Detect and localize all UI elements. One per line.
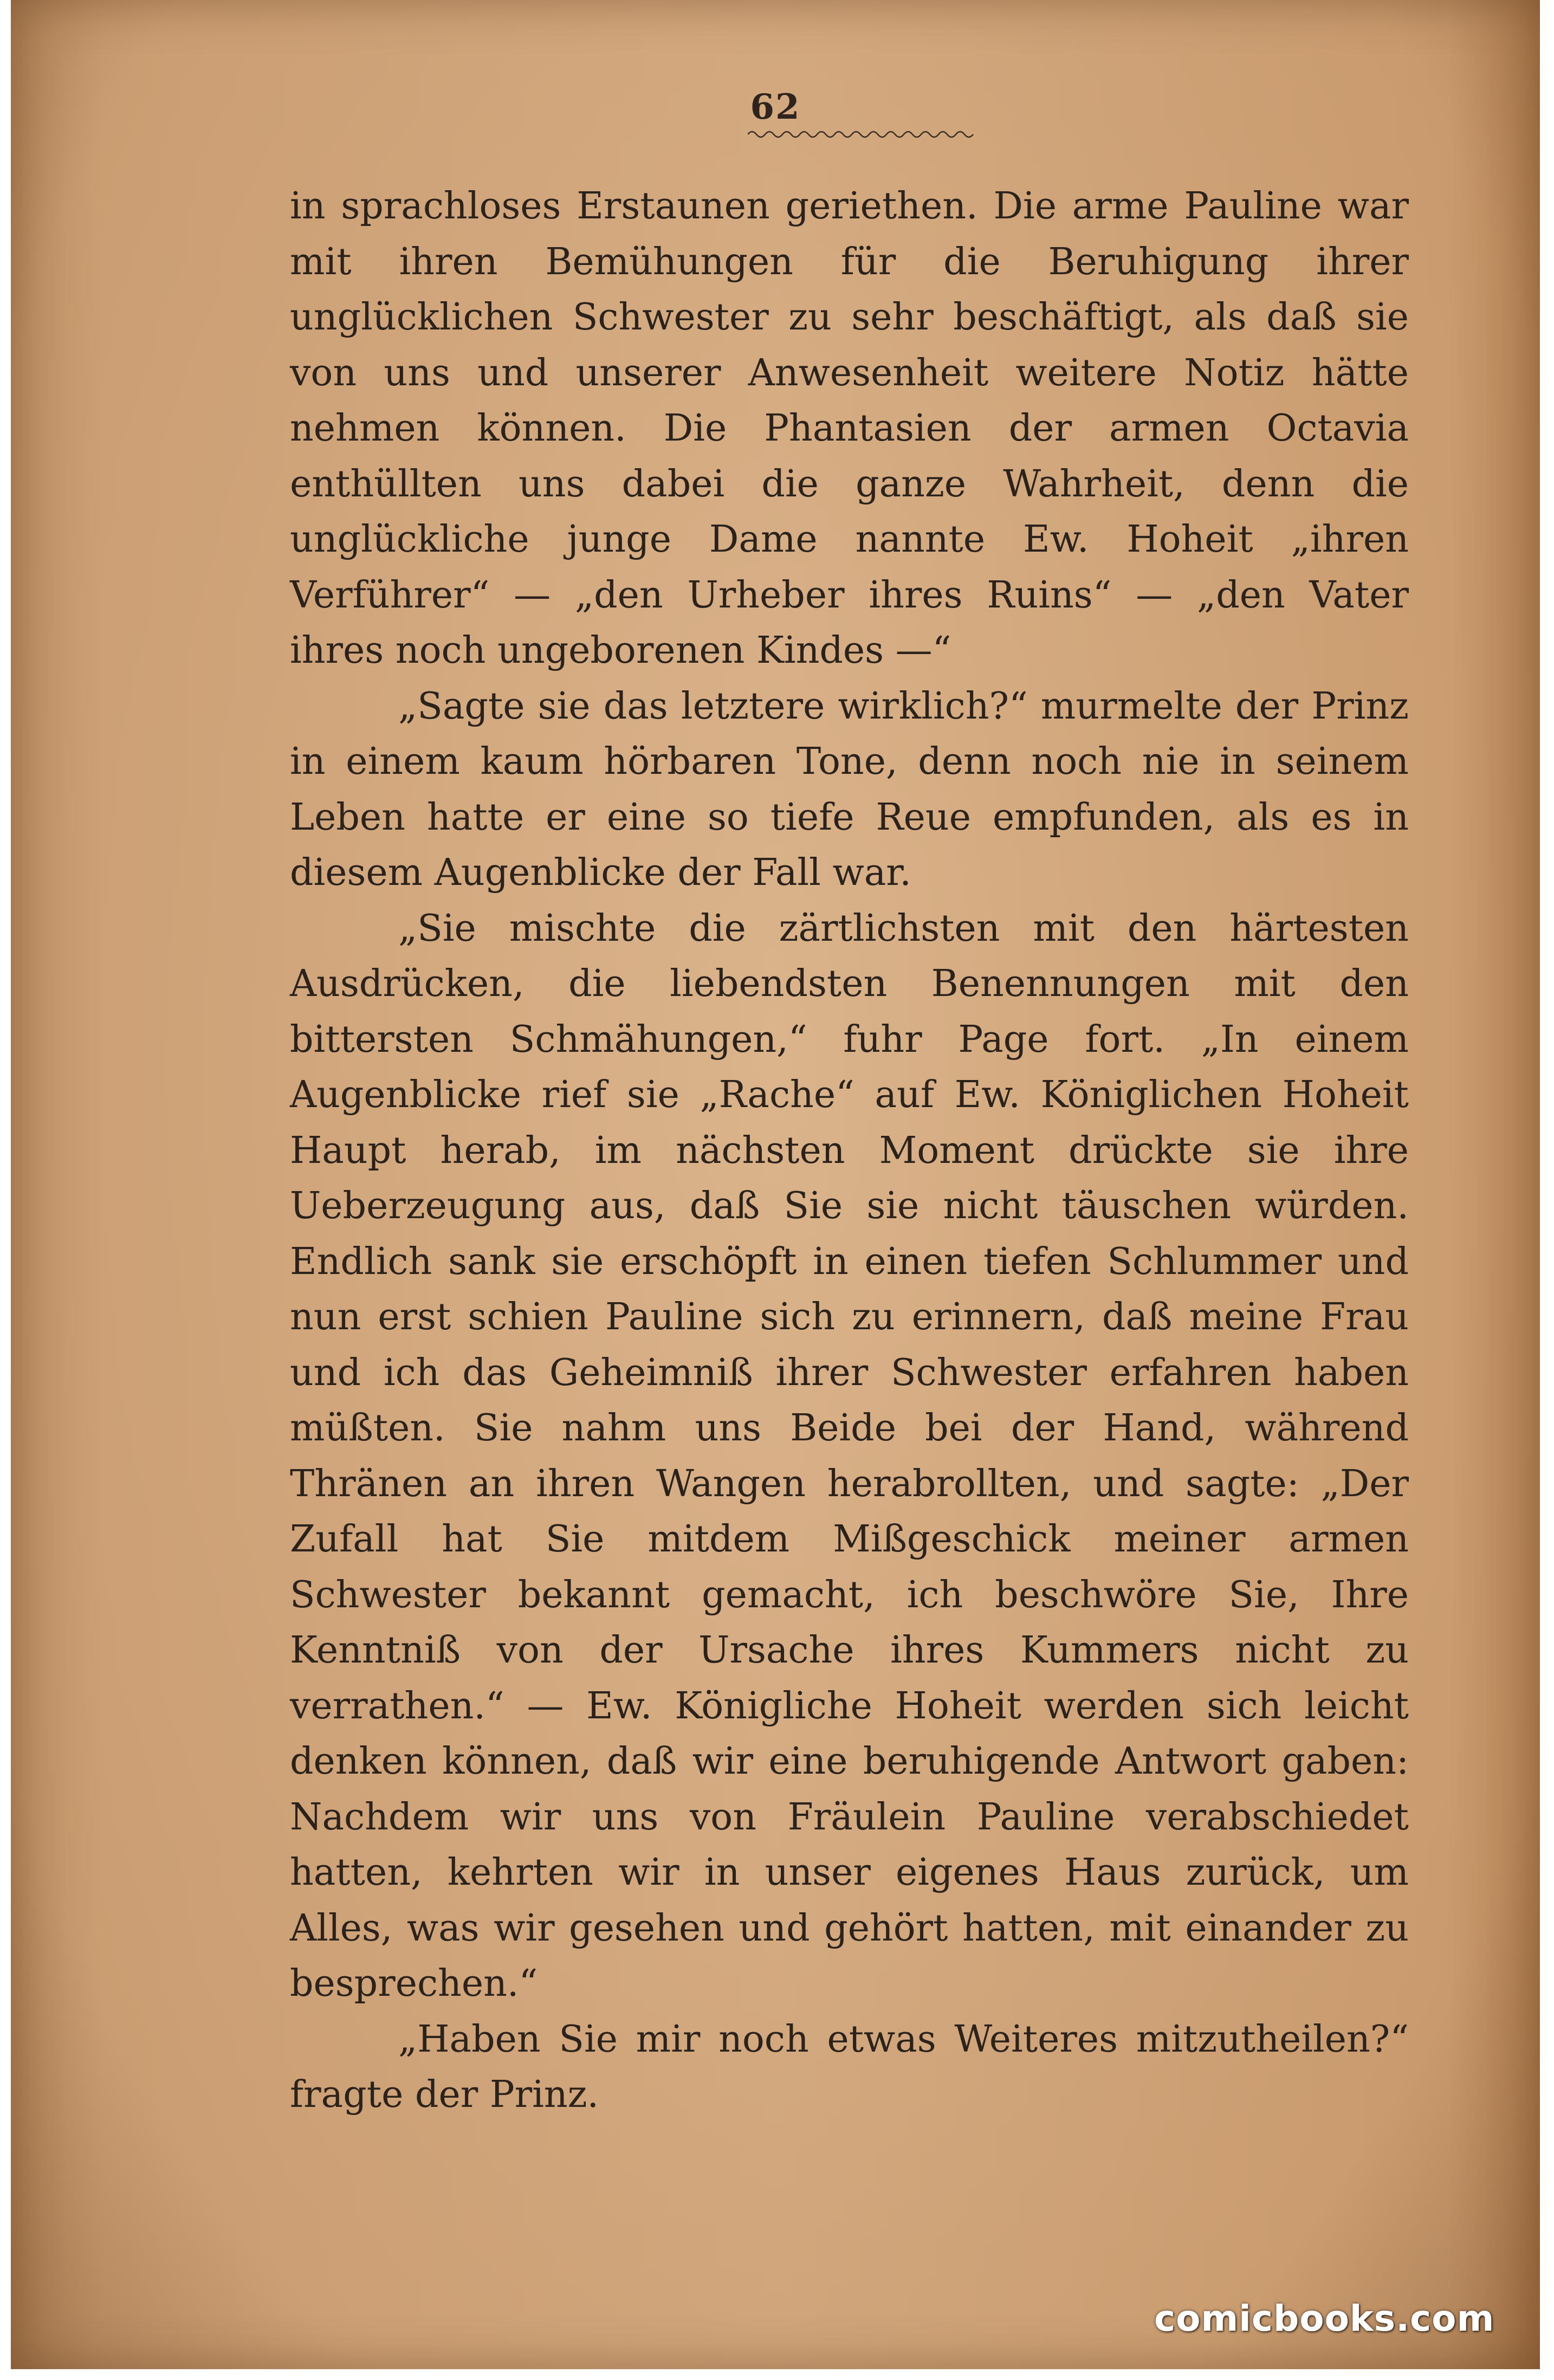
paragraph: „Sagte sie das letztere wirklich?“ murmelte der Prinz in einem kaum hörbaren Tone, denn noch nie in seinem Leben hatte er eine so tiefe Reue empfunden, als es in diesem Augenblicke der Fall war. — [290, 684, 1409, 894]
paragraph: „Sie mischte die zärtlichsten mit den härtesten Ausdrücken, die liebendsten Benennungen mit den bittersten Schmähungen,“ fuhr Page fort. „In einem Augenblicke rief sie „Rache“ auf Ew. Königlichen Hoheit Haupt herab, im nächsten Moment drückte sie ihre Ueberzeugung aus, daß Sie sie nicht täuschen würden. Endlich sank sie erschöpft in einen tiefen Schlummer und nun erst schien Pauline sich zu erinnern, daß meine Frau und ich das Geheimniß ihrer Schwester erfahren haben müßten. Sie nahm uns Beide bei der Hand, während Thränen an ihren Wangen herabrollten, und sagte: „Der Zufall hat Sie mitdem Mißgeschick meiner armen Schwester bekannt gemacht, ich beschwöre Sie, Ihre Kenntniß von der Ursache ihres Kummers nicht zu verrathen.“ — Ew. Königliche Hoheit werden sich leicht denken können, daß wir eine beruhigende Antwort gaben: Nachdem wir uns von Fräulein Pauline verabschiedet hatten, kehrten wir in unser eigenes Haus zurück, um Alles, was wir gesehen und gehört hatten, mit einander zu besprechen.“ — [290, 907, 1409, 2005]
decorative-rule — [748, 128, 975, 141]
page-number: 62 — [750, 87, 801, 127]
paragraph: in sprachloses Erstaunen geriethen. Die arme Pauline war mit ihren Bemühungen für die Beruhigung ihrer unglücklichen Schwester zu sehr beschäftigt, als daß sie von uns und unserer Anwesenheit weitere Notiz hätte nehmen können. Die Phantasien der armen Octavia enthüllten uns dabei die ganze Wahrheit, denn die unglückliche junge Dame nannte Ew. Hoheit „ihren Verführer“ — „den Urheber ihres Ruins“ — „den Vater ihres noch ungeborenen Kindes —“ — [290, 185, 1409, 672]
body-text — [290, 179, 1409, 2123]
paragraph: „Haben Sie mir noch etwas Weiteres mitzutheilen?“ fragte der Prinz. — [290, 2017, 1409, 2116]
watermark: comicbooks.com — [1154, 2298, 1495, 2339]
book-page — [11, 0, 1540, 2369]
